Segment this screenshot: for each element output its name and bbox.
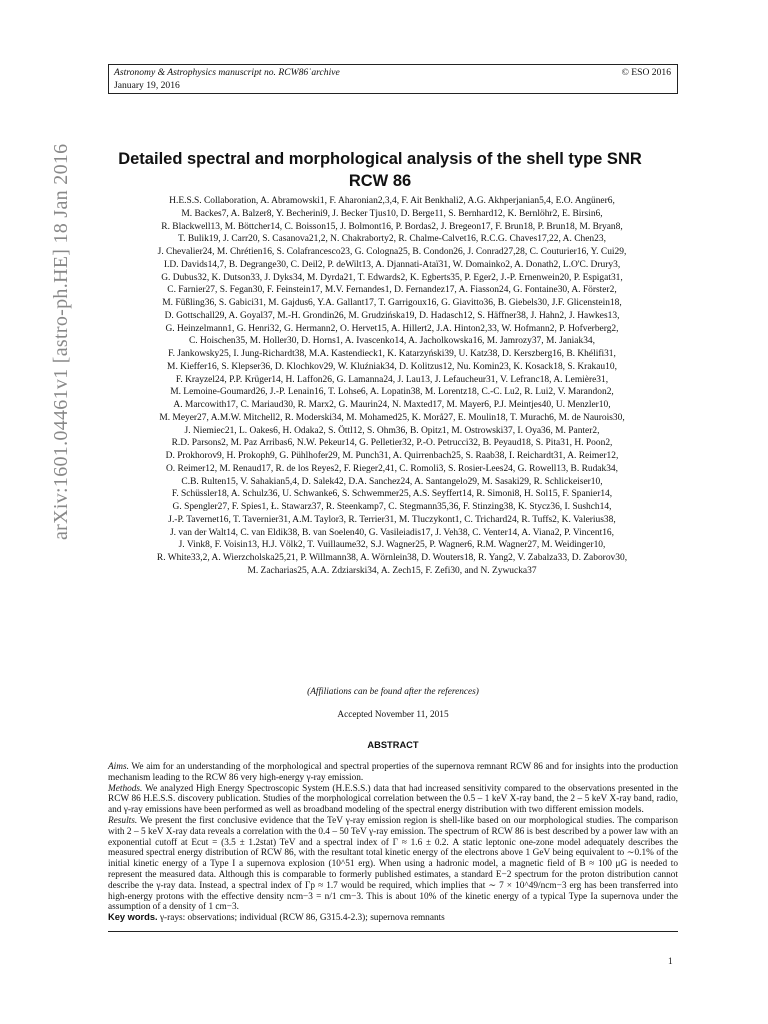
abstract-heading: ABSTRACT	[367, 740, 419, 750]
author-line: J. Chevalier24, M. Chrétien16, S. Colafrancesco23, G. Cologna25, B. Condon26, J. Conrad27,28, C. Couturier16, Y. Cui29,	[157, 247, 627, 257]
paper-title	[100, 148, 660, 192]
author-line: R.D. Parsons2, M. Paz Arribas6, N.W. Pekeur14, G. Pelletier32, P.-O. Petrucci32, B. Peyaud18, S. Pita31, H. Poon2,	[171, 438, 613, 449]
author-line: J. Niemiec21, L. Oakes6, H. Odaka2, S. Öttl12, S. Ohm36, B. Opitz1, M. Ostrowski37, I. Oya36, M. Panter2,	[184, 425, 600, 436]
author-line: R. Blackwell13, M. Böttcher14, C. Boisson15, J. Bolmont16, P. Bordas2, J. Bregeon17, F. Brun18, P. Brun18, M. Bryan8,	[161, 221, 623, 232]
author-line: J. Vink8, F. Voisin13, H.J. Völk2, T. Vuillaume32, S.J. Wagner25, P. Wagner6, R.M. Wagner27, M. Weidinger10,	[178, 540, 606, 551]
author-line: M. Zacharias25, A.A. Zdziarski34, A. Zech15, F. Zefi30, and N. Zywucka37	[247, 565, 537, 576]
author-line: A. Marcowith17, C. Mariaud30, R. Marx2, G. Maurin24, N. Maxted17, M. Mayer6, P.J. Meintjes40, U. Menzler10,	[173, 400, 611, 410]
author-line: J.-P. Tavernet16, T. Tavernier31, A.M. Taylor3, R. Terrier31, M. Tluczykont1, C. Trichard24, R. Tuffs2, K. Valerius38,	[168, 514, 616, 525]
page-number: 1	[668, 957, 673, 967]
results-label: Results.	[108, 815, 138, 826]
arxiv-stamp: arXiv:1601.04461v1 [astro-ph.HE] 18 Jan 2016	[50, 143, 72, 540]
author-line: M. Kieffer16, S. Klepser36, D. Klochkov29, W. Kluźniak34, D. Kolitzus12, Nu. Komin23, K. Kosack18, S. Krakau10,	[167, 361, 617, 372]
author-line: J. van der Walt14, C. van Eldik38, B. van Soelen40, G. Vasileiadis17, J. Veh38, C. Venter14, A. Viana2, P. Vincent16,	[170, 527, 614, 538]
author-line: G. Heinzelmann1, G. Henri32, G. Hermann2, O. Hervet15, A. Hillert2, J.A. Hinton2,33, W. Hofmann2, P. Hofverberg2,	[165, 323, 619, 334]
aims-text: We aim for an understanding of the morphological and spectral properties of the supernova remnant RCW 86 and for insights into the production mechanism leading to the RCW 86 very high-energy γ-ray emission.	[108, 762, 679, 783]
aims-label: Aims.	[108, 762, 129, 772]
keywords-label: Key words.	[108, 912, 158, 922]
header-date: January 19, 2016	[114, 80, 180, 91]
author-line: O. Reimer12, M. Renaud17, R. de los Reyes2, F. Rieger2,41, C. Romoli3, S. Rosier-Lees24, G. Rowell13, B. Rudak34,	[165, 463, 619, 474]
copyright: © ESO 2016	[621, 67, 671, 78]
author-line: R. White33,2, A. Wierzcholska25,21, P. Willmann38, A. Wörnlein38, D. Wouters18, R. Yang2, V. Zabalza33, D. Zaborov30,	[156, 553, 628, 563]
methods-label: Methods.	[108, 783, 143, 794]
author-line: M. Backes7, A. Balzer8, Y. Becherini9, J. Becker Tjus10, D. Berge11, S. Bernhard12, K. Bernlöhr2, E. Birsin6,	[181, 208, 603, 219]
title-line-1: Detailed spectral and morphological analysis of the shell type SNR	[118, 150, 642, 168]
author-line: C.B. Rulten15, V. Sahakian5,4, D. Salek42, D.A. Sanchez24, A. Santangelo29, M. Sasaki29, R. Schlickeiser10,	[181, 476, 603, 487]
author-line: D. Prokhorov9, H. Prokoph9, G. Pühlhofer29, M. Punch31, A. Quirrenbach25, S. Raab38, I. Reichardt31, A. Reimer12,	[165, 451, 619, 461]
author-list	[104, 195, 680, 578]
title-line-2: RCW 86	[348, 172, 412, 190]
author-line: D. Gottschall29, A. Goyal37, M.-H. Grondin26, M. Grudzińska19, D. Hadasch12, S. Häffner38, J. Hahn2, J. Hawkes13,	[164, 310, 620, 321]
author-line: C. Farnier27, S. Fegan30, F. Feinstein17, M.V. Fernandes1, D. Fernandez17, A. Fiasson24, G. Fontaine30, A. Förster2,	[167, 285, 617, 296]
author-line: F. Jankowsky25, I. Jung-Richardt38, M.A. Kastendieck1, K. Katarzyński39, U. Katz38, D. Kerszberg16, B. Khélifi31,	[168, 349, 616, 359]
author-line: F. Schüssler18, A. Schulz36, U. Schwanke6, S. Schwemmer25, A.S. Seyffert14, R. Simoni8, H. Sol15, F. Spanier14,	[171, 489, 613, 500]
abstract-body	[108, 762, 678, 913]
manuscript-header	[108, 64, 678, 94]
author-line: I.D. Davids14,7, B. Degrange30, C. Deil2, P. deWilt13, A. Djannati-Ataï31, W. Domainko2, A. Donath2, L.O'C. Drury3,	[163, 259, 621, 270]
journal-name: Astronomy & Astrophysics manuscript no. RCW86˙archive	[114, 67, 340, 78]
author-line: M. Füßling36, S. Gabici31, M. Gajdus6, Y.A. Gallant17, T. Garrigoux16, G. Giavitto36, B. Giebels30, J.F. Glicenstein18,	[162, 298, 622, 308]
journal-line	[114, 66, 672, 79]
methods-text: We analyzed High Energy Spectroscopic System (H.E.S.S.) data that had increased sensitivity compared to the observations presented in the RCW 86 H.E.S.S. discovery publication. Studies of the morphological correlation between the 0.5 – 1 keV X-ray band, the 2 – 5 keV X-ray band, radio, and γ-ray emissions have been performed as well as broadband modeling of the spectral energy distribution with two different emission models.	[108, 783, 678, 816]
accepted-date: Accepted November 11, 2015	[337, 710, 449, 720]
divider	[108, 931, 678, 932]
author-line: G. Spengler27, F. Spies1, Ł. Stawarz37, R. Steenkamp7, C. Stegmann35,36, F. Stinzing38, K. Stycz36, I. Sushch14,	[172, 502, 612, 512]
abstract-aims	[108, 762, 678, 784]
author-line: C. Hoischen35, M. Holler30, D. Horns1, A. Ivascenko14, A. Jacholkowska16, M. Jamrozy37, M. Janiak34,	[188, 336, 596, 347]
author-line: F. Krayzel24, P.P. Krüger14, H. Laffon26, G. Lamanna24, J. Lau13, J. Lefaucheur31, V. Lefranc18, A. Lemière31,	[175, 374, 609, 385]
abstract-methods	[108, 784, 678, 816]
affiliations-note: (Affiliations can be found after the references)	[307, 687, 479, 697]
abstract-results	[108, 816, 678, 913]
author-line: G. Dubus32, K. Dutson33, J. Dyks34, M. Dyrda21, T. Edwards2, K. Egberts35, P. Eger2, J.-P. Ernenwein20, P. Espigat31,	[161, 272, 623, 283]
author-line: M. Lemoine-Goumard26, J.-P. Lenain16, T. Lohse6, A. Lopatin38, M. Lorentz18, C.-C. Lu2, R. Lui2, V. Marandon2,	[170, 387, 614, 398]
keywords-text: γ-rays: observations; individual (RCW 86, G315.4-2.3); supernova remnants	[159, 913, 445, 923]
results-text: We present the first conclusive evidence that the TeV γ-ray emission region is shell-like based on our morphological studies. The comparison with 2 – 5 keV X-ray data reveals a correlation with the 0.4 – 50 TeV γ-ray emission. The spectrum of RCW 86 is best described by a power law with an exponential cutoff at Ecut = (3.5 ± 1.2stat) TeV and a spectral index of Γ ≈ 1.6 ± 0.2. A static leptonic one-zone model adequately describes the measured spectral energy distribution of RCW 86, with the resultant total kinetic energy of the electrons above 1 GeV being equivalent to ∼0.1% of the initial kinetic energy of a Type I a supernova explosion (10^51 erg). When using a hadronic model, a magnetic field of B ≈ 100 μG is needed to represent the measured data. Although this is comparable to formerly published estimates, a standard E−2 spectrum for the proton distribution cannot describe the γ-ray data. Instead, a spectral index of Γp ≈ 1.7 would be required, which implies that ∼ 7 × 10^49/ncm−3 erg has been transferred into high-energy protons with the effective density ncm−3 = n/1 cm−3. This is about 10% of the kinetic energy of a typical Type Ia supernova under the assumption of a density of 1 cm−3.	[108, 815, 679, 913]
author-line: M. Meyer27, A.M.W. Mitchell2, R. Moderski34, M. Mohamed25, K. Morå27, E. Moulin18, T. Murach6, M. de Naurois30,	[159, 412, 625, 423]
author-line: H.E.S.S. Collaboration, A. Abramowski1, F. Aharonian2,3,4, F. Ait Benkhali2, A.G. Akhperjanian5,4, E.O. Angüner6,	[169, 196, 615, 206]
author-line: T. Bulik19, J. Carr20, S. Casanova21,2, N. Chakraborty2, R. Chalme-Calvet16, R.C.G. Chaves17,22, A. Chen23,	[178, 234, 606, 245]
keywords	[108, 912, 678, 923]
